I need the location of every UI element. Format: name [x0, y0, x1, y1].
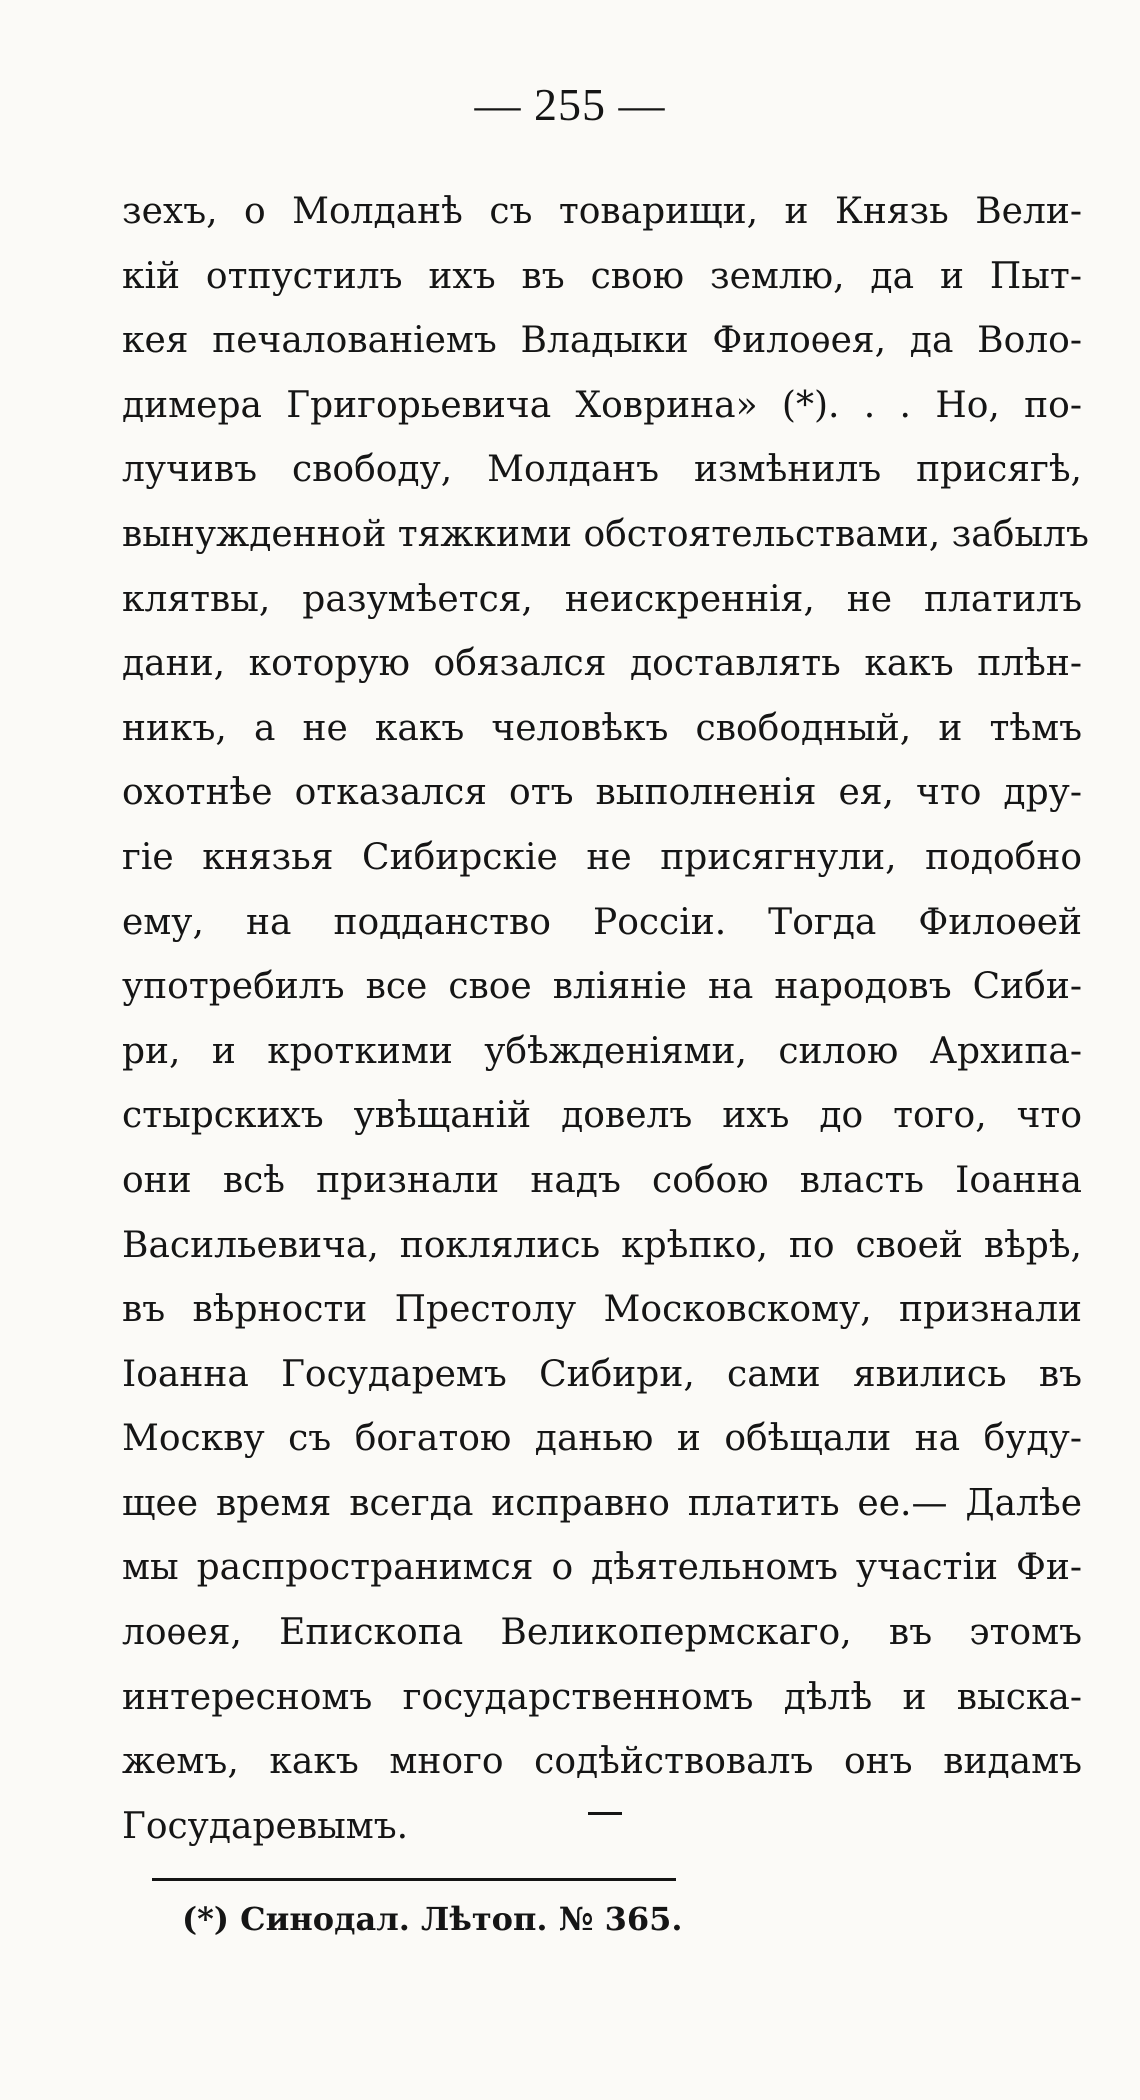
text-line: употребилъ все свое вліяніе на народовъ Сиби- — [122, 966, 1082, 1008]
text-line: вынужденной тяжкими обстоятельствами, забылъ — [122, 513, 1089, 555]
body-text — [122, 180, 1089, 1859]
text-line: лучивъ свободу, Молданъ измѣнилъ присягѣ, — [122, 449, 1082, 491]
text-line: никъ, а не какъ человѣкъ свободный, и тѣмъ — [122, 707, 1082, 749]
text-line: дани, которую обязался доставлять какъ плѣн- — [122, 643, 1082, 685]
page-number: — 255 — — [474, 79, 666, 130]
text-line: Москву съ богатою данью и обѣщали на буду- — [122, 1418, 1082, 1460]
text-line: кій отпустилъ ихъ въ свою землю, да и Пыт- — [122, 255, 1082, 297]
text-line: кея печалованіемъ Владыки Филоѳея, да Воло- — [122, 320, 1082, 362]
text-line: жемъ, какъ много содѣйствовалъ онъ видамъ — [122, 1741, 1082, 1783]
text-line: они всѣ признали надъ собою власть Іоанна — [122, 1159, 1082, 1201]
section-end-dash — [588, 1812, 622, 1815]
text-line: щее время всегда исправно платить ее.— Далѣе — [122, 1482, 1082, 1524]
text-line: зехъ, о Молданѣ съ товарищи, и Князь Вели- — [122, 191, 1082, 232]
text-line: ему, на подданство Россіи. Тогда Филоѳей — [122, 901, 1082, 943]
text-line: интересномъ государственномъ дѣлѣ и выска- — [122, 1676, 1082, 1718]
text-line: Васильевича, поклялись крѣпко, по своей вѣрѣ, — [122, 1224, 1082, 1266]
footnote-separator — [152, 1878, 676, 1881]
text-line: ри, и кроткими убѣжденіями, силою Архипа- — [122, 1030, 1082, 1072]
text-line: въ вѣрности Престолу Московскому, признали — [122, 1289, 1082, 1331]
text-line: мы распространимся о дѣятельномъ участіи Фи- — [122, 1547, 1082, 1589]
text-line: димера Григорьевича Ховрина» (*). . . Но, по- — [122, 384, 1082, 426]
text-line: гіе князья Сибирскіе не присягнули, подобно — [122, 836, 1082, 878]
footnote: (*) Синодал. Лѣтоп. № 365. — [182, 1900, 683, 1938]
text-line: Государевымъ. — [122, 1805, 409, 1847]
text-line: лоѳея, Епископа Великопермскаго, въ этомъ — [122, 1612, 1082, 1654]
text-line: Іоанна Государемъ Сибири, сами явились въ — [122, 1353, 1082, 1395]
text-line: охотнѣе отказался отъ выполненія ея, что дру- — [122, 772, 1082, 814]
text-line: клятвы, разумѣется, неискреннія, не платилъ — [122, 578, 1082, 620]
text-line: стырскихъ увѣщаній довелъ ихъ до того, что — [122, 1095, 1082, 1137]
